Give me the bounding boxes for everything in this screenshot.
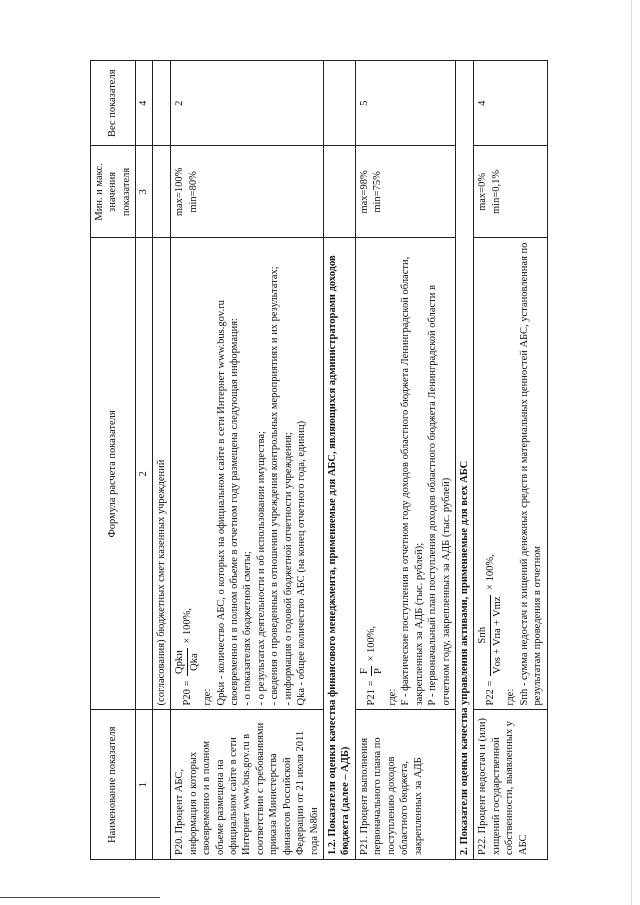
where-label: где: — [202, 688, 214, 706]
where-label: где: — [505, 688, 517, 706]
table-row-p22 — [474, 61, 547, 860]
formula: Р21 = F P × 100%, — [358, 625, 385, 706]
formula-line: Р - первоначальный план поступления доходов областного бюджета Ленинградской области в отчетном году, закрепленных за АДБ (тыс. рублей) — [427, 285, 452, 706]
formula-line: - о результатах деятельности и об использовании имущества; — [255, 431, 267, 706]
column-number: 4 — [136, 61, 152, 146]
formula-line: - о показателях бюджетной сметы; — [242, 551, 254, 706]
indicator-weight: 4 — [474, 61, 547, 146]
table-row-p20 — [171, 61, 324, 860]
header-indicator-name: Наименование показателя — [91, 710, 136, 860]
table-row-p21 — [355, 61, 455, 860]
fraction: F P — [358, 668, 385, 674]
section-title: 2. Показатели оценки качества управления активами, применяемые для всех АБС — [455, 61, 473, 860]
header-formula: Формула расчета показателя — [91, 238, 136, 710]
where-label: где: — [386, 688, 398, 706]
indicator-minmax: max=0% min=0,1% — [474, 146, 547, 238]
formula-line: Qрkи - количество АБС, о которых на официальном сайте в сети Интернет www.bus.gov.ru своевременно и в полном объеме в отчетном году размещена следующая информация: — [215, 300, 240, 706]
indicator-name: Р22. Процент недостач и (или) хищений государственной собственности, выявленных у АБС — [474, 710, 547, 860]
formula-line: F - фактические поступления в отчетном году доходов областного бюджета Ленинградской области, закрепленных за АДБ (тыс. рублей); — [400, 256, 425, 706]
indicator-name: Р20. Процент АБС, информация о которых своевременно и в полном объеме размещена на официальном сайте в сети Интернет www.bus.gov.ru в соответствии с требованиями приказа Министерства финансов Российской Федерации от 21 июля 2011 года №86н — [171, 710, 324, 860]
indicator-weight: 5 — [355, 61, 455, 146]
indicator-name: Р21. Процент выполнения первоначального плана по поступлению доходов областного бюджета, закрепленных за АДБ — [355, 710, 455, 860]
formula-line: Qkа - общее количество АБС (на конец отчетного года, единиц) — [296, 420, 308, 706]
continuation-text: (согласования) бюджетных смет казенных учреждений — [152, 238, 170, 710]
column-number-row — [136, 61, 152, 860]
indicator-formula — [355, 238, 455, 710]
section-row-2 — [455, 61, 473, 860]
header-minmax: Мин. и макс. значения показателя — [91, 146, 136, 238]
section-row-1-2 — [324, 61, 356, 860]
table-header-row — [91, 61, 136, 860]
section-title: 1.2. Показатели оценки качества финансового менеджмента, применяемые для АБС, являющихся администраторами доходов бюджета (далее – АДБ) — [324, 238, 356, 860]
indicator-minmax: max=100% min=80% — [171, 146, 324, 238]
formula: Р20 = Qрkи Qkа × 100%, — [174, 607, 200, 706]
indicator-formula — [474, 238, 547, 710]
continuation-row — [152, 61, 170, 860]
fraction: Qрkи Qkа — [174, 650, 200, 674]
column-number: 3 — [136, 146, 152, 238]
rotated-table-container — [90, 60, 580, 860]
indicator-formula — [171, 238, 324, 710]
page-edge — [631, 0, 632, 905]
formula-line: - сведения о проведенных в отношении учреждения контрольных мероприятиях и их результатах; — [269, 266, 281, 706]
indicator-weight: 2 — [171, 61, 324, 146]
column-number: 2 — [136, 238, 152, 710]
header-weight: Вес показателя — [91, 61, 136, 146]
formula-line: Sпh - сумма недостач и хищений денежных средств и материальных ценностей АБС, установленная по результатам проведения в отчетном — [518, 242, 544, 706]
footnote-rule — [0, 897, 160, 898]
indicators-table — [90, 60, 548, 860]
formula: Р22 = Sпh Vоs + Vпа + Vmz × 100%, — [477, 554, 503, 706]
fraction: Sпh Vоs + Vпа + Vmz — [477, 596, 503, 674]
formula-line: - информация о годовой бюджетной отчетности учреждения; — [282, 432, 294, 706]
column-number: 1 — [136, 710, 152, 860]
indicator-minmax: max=98% min=75% — [355, 146, 455, 238]
